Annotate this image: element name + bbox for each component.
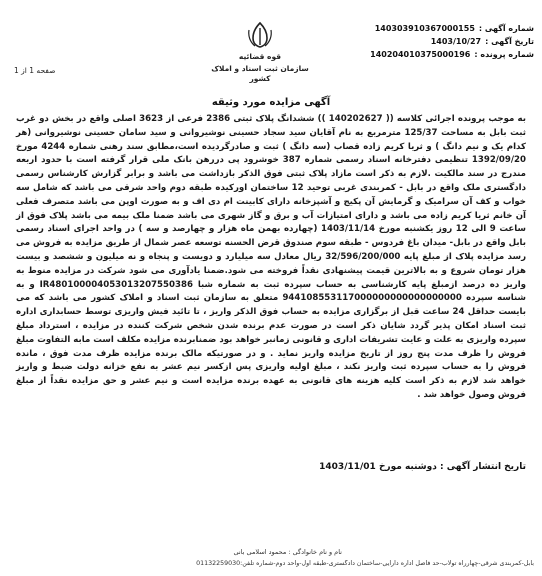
emblem-icon [243, 20, 277, 50]
notice-number-value: 140303910367000155 [374, 24, 475, 33]
judiciary-logo [205, 20, 315, 92]
notice-body: به موجب پرونده اجرائی کلاسه (( 140202627 )) ششدانگ پلاک ثبتی 2386 فرعی از 3623 اصلی واقع در بخش دو غرب ثبت بابل به مساحت 125/37 مترمربع به نام آقایان سید سجاد حسینی نوشیروانی و سید سامان حسینی نوشیروانی (هر کدام یک و نیم دانگ ) و ثریا کریم زاده قصاب (سه دانگ ) ثبت و صادرگردیده است،مطابق سند رهنی شماره 4244 مورخ 1392/09/20 تنظیمی دفترخانه اسناد رسمی شماره 387 خوشرود پی دررهن بانک ملی قرار گرفته است با حدود اربعه مندرج در سند مالکیت .لازم به ذکر است مازاد پلاک ثبتی فوق الذکر بازداشت می باشد و برابر گزارش کارشناس رسمی دادگستری ملک واقع در بابل - کمربندی غربی توحید 12 ساختمان اورکیده طبقه دوم واحد شرقی می باشد که شامل سه خواب و کف آن سرامیک و گرمایش آن پکیج و آشپزخانه دارای کابینت ام دی اف و به صورت اوپن می باشد متصرف فعلی آن خانم ثریا کریم زاده می باشد و دارای امتیازات آب و برق و گاز شهری می باشد ضمنا ملک بیمه می باشد پلاک فوق از ساعت 9 الی 12 روز یکشنبه مورخ 1403/11/14 (چهارده بهمن ماه هزار و چهارصد و سه ) در واحد اجرای اسناد رسمی بابل واقع در بابل- میدان باغ فردوس - طبقه سوم صندوق قرض الحسنه توسعه عصر شمال از طریق مزایده به فروش می رسد مزایده پلاک از مبلغ پایه 32/596/200/000 ریال معادل سه میلیارد و دویست و پنجاه و نه میلیون و ششصد و بیست هزار تومان شروع و به بالاترین قیمت پیشنهادی نقداً فروخته می شود.ضمنا یادآوری می شود شرکت در مزایده منوط به واریز ده درصد ازمبلغ پایه کارشناسی به حساب سپرده ثبت به شماره شبا IR480100004053013207550386 و به شناسه سپرده 944108553117000000000000000000 متعلق به سازمان ثبت اسناد و املاک کشور می باشد که می بایست حداقل 24 ساعت قبل از برگزاری مزایده به حساب فوق الذکر واریز ، تا تائید فیش واریزی توسط حسابداری اداره ثبت اسناد امکان پذیر گردد شایان ذکر است در صورت عدم برنده شدن شخص شرکت کننده در مزایده ، استرداد مبلغ سپرده واریزی به علت و عایت تشریفات اداری و قانونی زمانبر خواهد بود ضمنابرنده مزایده مکلف است مابه التفاوت مبلغ فروش را ظرف مدت پنج روز از تاریخ مزایده واریز نماید . و در صورتیکه مالک برنده مزایده ظرف مدت فوق ، مانده فروش را به حساب سپرده ثبت واریز نکند ، مبلغ اولیه واریزی پس ازکسر نیم عشر به نفع خزانه دولت ضبط و واریز خواهد شد لازم به ذکر است کلیه هزینه های قانونی به عهده برنده مزایده است و نیم عشر و حق مزایده نقداً از مبلغ فروش وصول خواهد شد . [16, 114, 527, 400]
notice-number-label: شماره آگهی : [478, 24, 534, 33]
notice-number-row [304, 22, 534, 35]
notice-title: آگهی مزایده مورد وثیقه [211, 97, 331, 108]
footer-officer-name: نام و نام خانوادگی : محمود اسلامی بانی [233, 548, 342, 556]
notice-date-label: تاریخ آگهی : [485, 37, 534, 46]
logo-caption-top: قوه قضائیه [238, 52, 282, 61]
publish-date: تاریخ انتشار آگهی : دوشنبه مورخ 1403/11/01 [319, 462, 526, 472]
file-number-label: شماره پرونده : [474, 50, 534, 59]
notice-date-row [304, 35, 534, 48]
notice-date-value: 1403/10/27 [430, 37, 482, 46]
file-number-row [304, 48, 534, 61]
page-number: صفحه 1 از 1 [14, 66, 56, 75]
logo-caption-bottom: سازمان ثبت اسناد و املاک کشور [211, 64, 309, 83]
file-number-value: 140204010375000196 [370, 50, 471, 59]
footer-address: بابل-کمربندی شرقی-چهارراه تولاب-حد فاصل اداره دارایی-ساختمان دادگستری-طبقه اول-واحد دوم-شماره تلفن:01132259030 [196, 560, 534, 567]
notice-meta [304, 22, 534, 61]
